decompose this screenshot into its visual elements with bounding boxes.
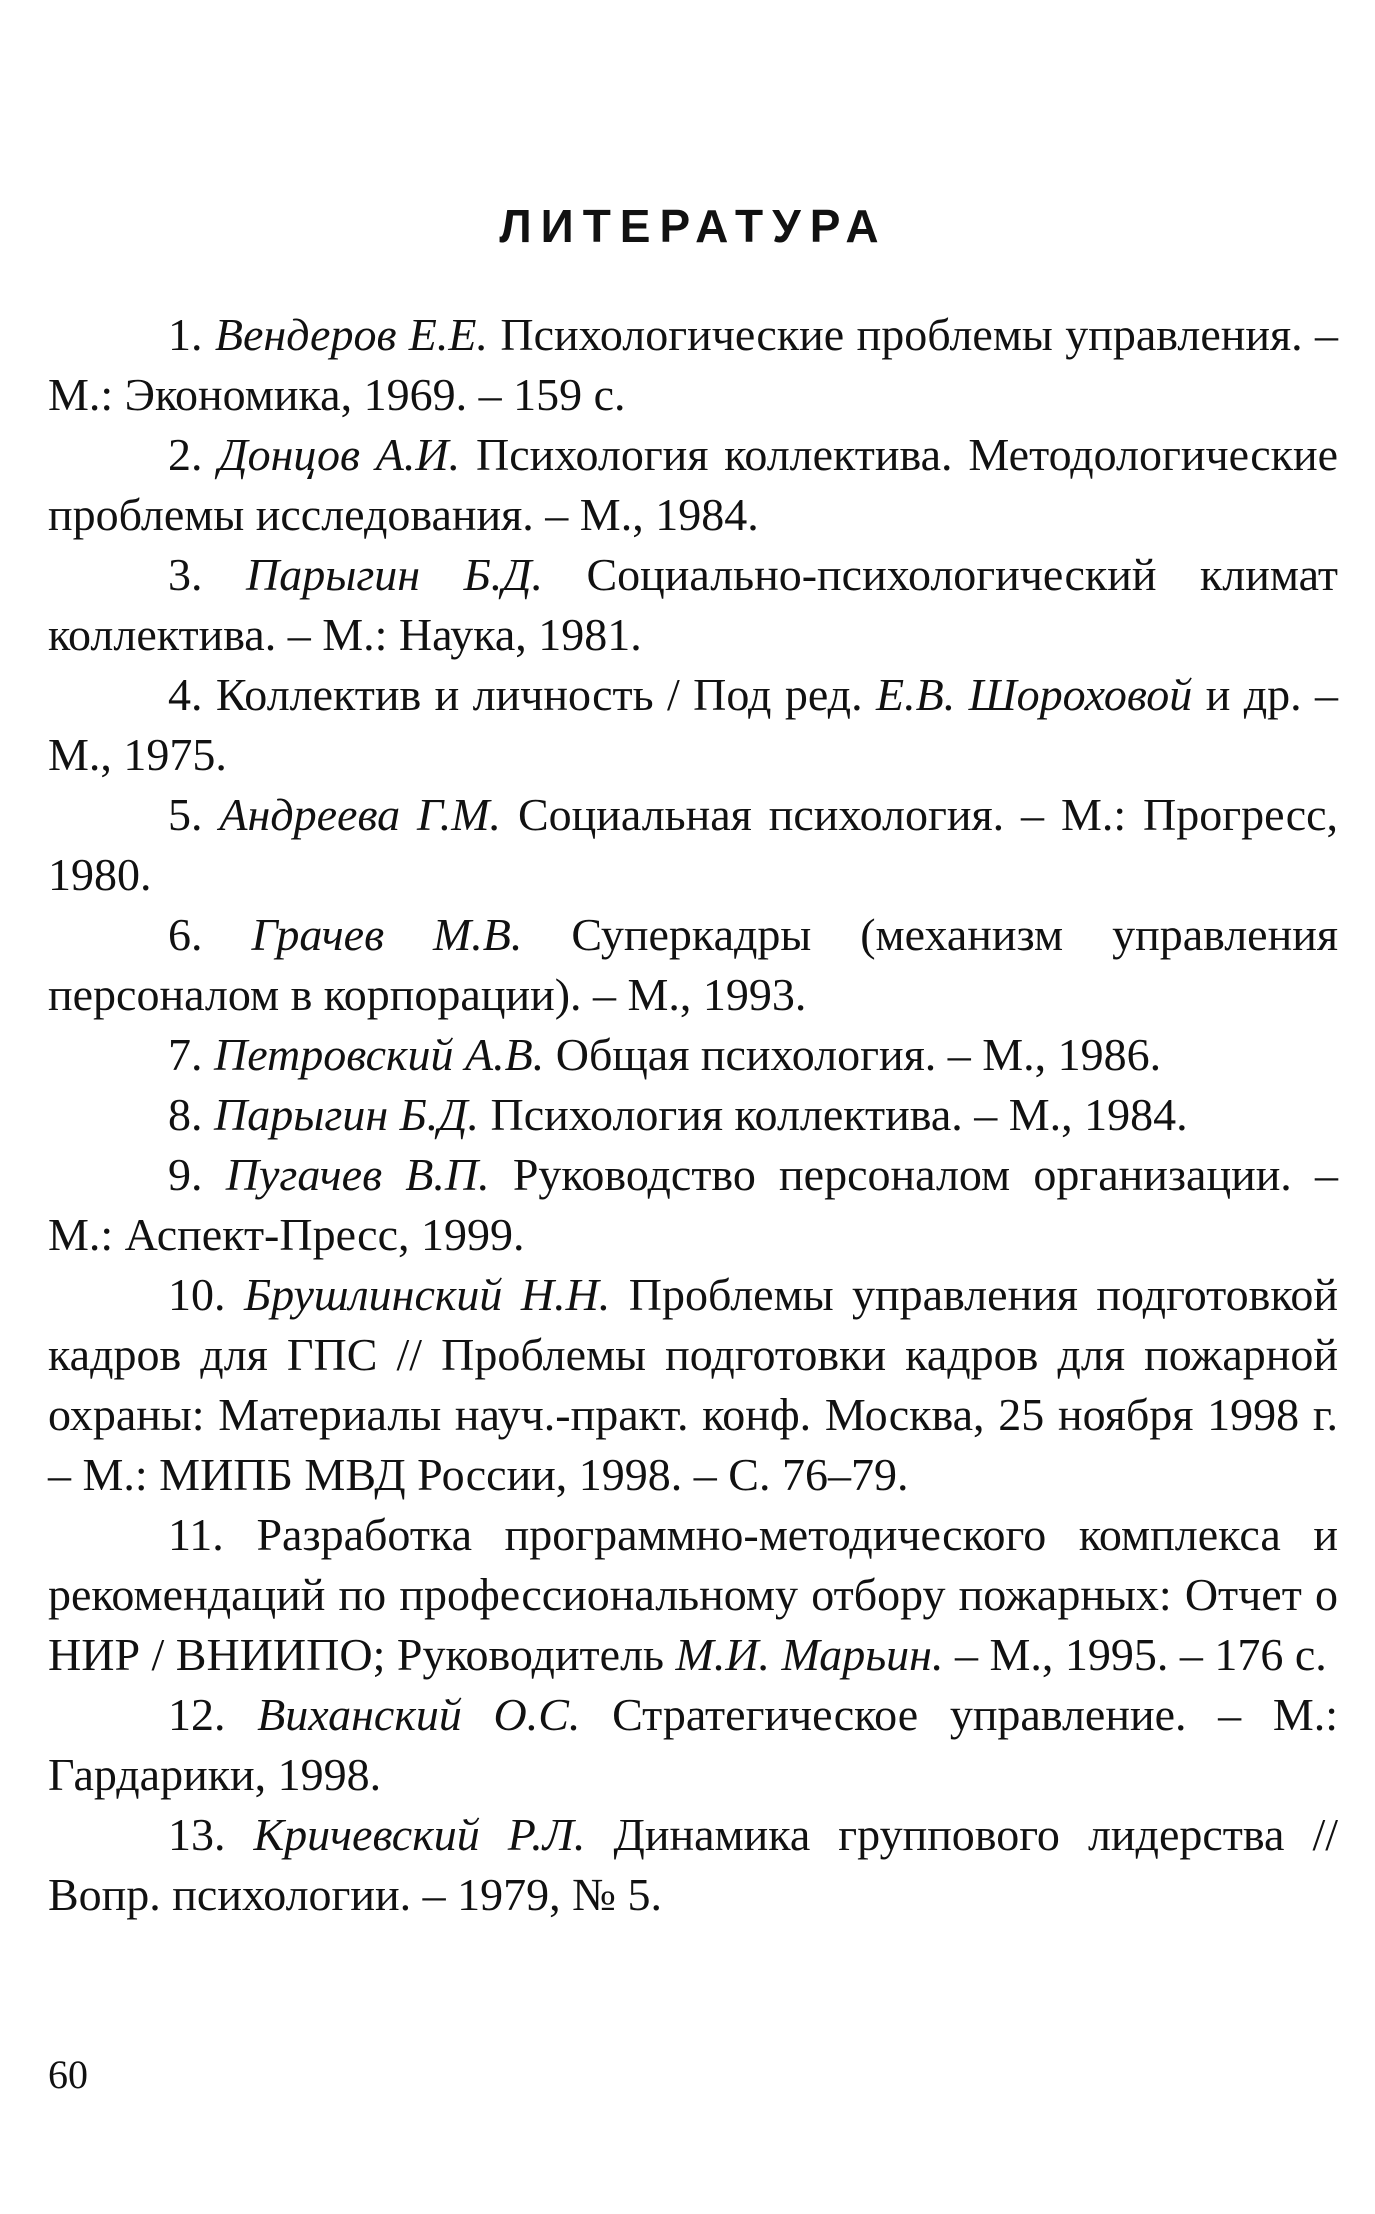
reference-author: Пугачев В.П. (225, 1149, 490, 1200)
reference-author: Грачев М.В. (251, 909, 523, 960)
reference-item (48, 1505, 1338, 1685)
reference-number: 2. (168, 429, 203, 480)
reference-number: 12. (168, 1689, 226, 1740)
reference-item (48, 905, 1338, 1025)
reference-author: Парыгин Б.Д. (214, 1089, 480, 1140)
reference-author: Кричевский Р.Л. (253, 1809, 586, 1860)
reference-number: 8. (168, 1089, 203, 1140)
reference-text-tail: – М., 1995. – 176 с. (954, 1629, 1327, 1680)
reference-list (48, 305, 1338, 1925)
reference-supervisor: М.И. Марьин. (675, 1629, 944, 1680)
reference-author: Парыгин Б.Д. (245, 549, 543, 600)
reference-author: Виханский О.С. (257, 1689, 581, 1740)
reference-author: Брушлинский Н.Н. (243, 1269, 611, 1320)
reference-text: Динамика группового лидерства // Вопр. психологии. – 1979, № 5. (48, 1809, 1338, 1920)
reference-text: Стратегическое управление. – М.: Гардарики, 1998. (48, 1689, 1338, 1800)
reference-item (48, 305, 1338, 425)
page-number: 60 (48, 2052, 88, 2097)
reference-number: 4. (168, 669, 203, 720)
reference-item (48, 545, 1338, 665)
reference-text: Суперкадры (механизм управления персоналом в корпорации). – М., 1993. (48, 909, 1338, 1020)
reference-text: Психология коллектива. Методологические проблемы исследования. – М., 1984. (48, 429, 1338, 540)
reference-text: Проблемы управления подготовкой кадров для ГПС // Проблемы подготовки кадров для пожарной охраны: Материалы науч.-практ. конф. Москва, 25 ноября 1998 г. – М.: МИПБ МВД России, 1998. – С. 76–79. (48, 1269, 1339, 1500)
reference-text: Социально-психологический климат коллектива. – М.: Наука, 1981. (48, 549, 1338, 660)
reference-number: 13. (168, 1809, 226, 1860)
reference-item (48, 1265, 1338, 1505)
reference-text: Общая психология. – М., 1986. (555, 1029, 1162, 1080)
reference-item (48, 1805, 1338, 1925)
reference-text: Социальная психология. – М.: Прогресс, 1980. (48, 789, 1339, 900)
reference-author: Андреева Г.М. (219, 789, 502, 840)
reference-number: 1. (168, 309, 203, 360)
reference-item (48, 1085, 1338, 1145)
reference-item (48, 665, 1338, 785)
reference-item (48, 785, 1338, 905)
reference-text: Психологические проблемы управления. – М.: Экономика, 1969. – 159 с. (48, 309, 1338, 420)
reference-text: Руководство персоналом организации. – М.: Аспект-Пресс, 1999. (48, 1149, 1339, 1260)
reference-number: 9. (168, 1149, 203, 1200)
reference-number: 5. (168, 789, 203, 840)
reference-number: 11. (168, 1509, 224, 1560)
reference-item (48, 1025, 1338, 1085)
page-title: ЛИТЕРАТУРА (499, 200, 888, 252)
reference-number: 10. (168, 1269, 226, 1320)
reference-item (48, 1145, 1338, 1265)
reference-text: Разработка программно-методического комплекса и рекомендаций по профессиональному отбору пожарных: Отчет о НИР / ВНИИПО; Руководитель (48, 1509, 1338, 1680)
reference-item (48, 425, 1338, 545)
reference-number: 3. (168, 549, 203, 600)
reference-number: 6. (168, 909, 203, 960)
reference-author: Вендеров Е.Е. (214, 309, 488, 360)
reference-text: Коллектив и личность / Под ред. (215, 669, 863, 720)
reference-text-tail: и др. – М., 1975. (48, 669, 1339, 780)
reference-text: Психология коллектива. – М., 1984. (490, 1089, 1188, 1140)
reference-editor: Е.В. Шороховой (876, 669, 1193, 720)
reference-author: Петровский А.В. (214, 1029, 545, 1080)
reference-author: Донцов А.И. (218, 429, 461, 480)
reference-number: 7. (168, 1029, 203, 1080)
reference-item (48, 1685, 1338, 1805)
